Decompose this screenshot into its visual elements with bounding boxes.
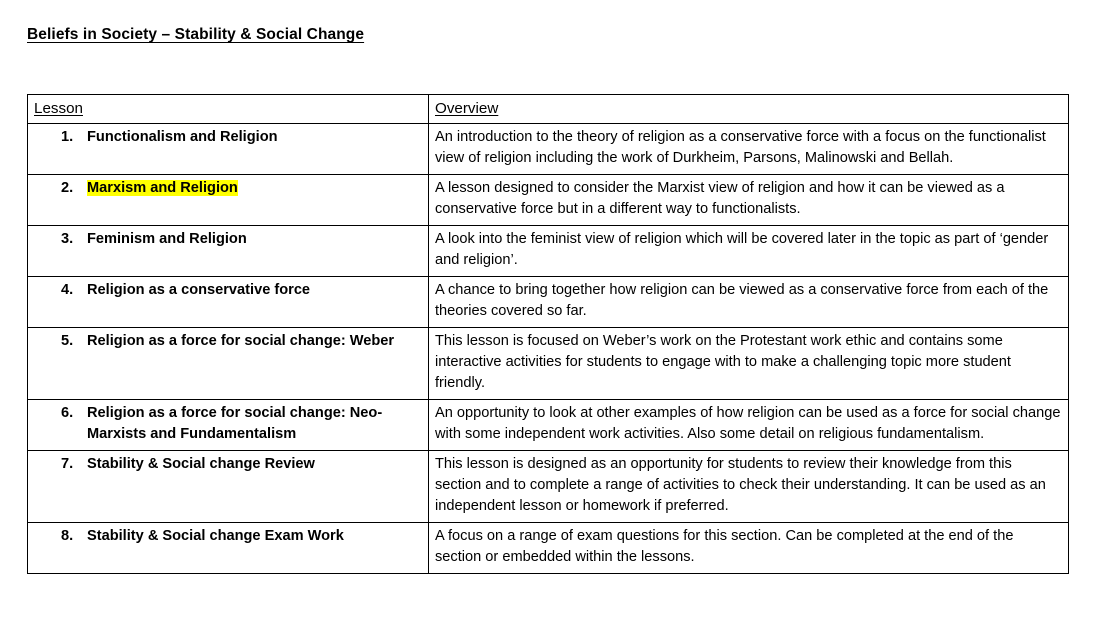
lesson-overview-table [27,94,1069,574]
lesson-cell [28,226,429,277]
overview-cell: A look into the feminist view of religion which will be covered later in the topic as part of ‘gender and religion’. [429,226,1069,277]
column-header-overview-label: Overview [435,100,499,117]
table-row [28,124,1069,175]
column-header-lesson-label: Lesson [34,100,83,117]
table-row [28,523,1069,574]
overview-cell: A chance to bring together how religion can be viewed as a conservative force from each of the theories covered so far. [429,277,1069,328]
lesson-title: Religion as a force for social change: Neo-Marxists and Fundamentalism [87,405,383,442]
overview-cell: A lesson designed to consider the Marxist view of religion and how it can be viewed as a conservative force but in a different way to functionalists. [429,175,1069,226]
lesson-title: Stability & Social change Review [87,456,315,472]
lesson-title: Marxism and Religion [87,180,238,196]
table-row [28,226,1069,277]
lesson-number: 7. [61,456,74,472]
table-row [28,451,1069,523]
lesson-title: Functionalism and Religion [87,129,278,145]
lesson-title: Stability & Social change Exam Work [87,528,344,544]
lesson-title: Feminism and Religion [87,231,247,247]
column-header-overview [429,95,1069,124]
table-header-row [28,95,1069,124]
page-title: Beliefs in Society – Stability & Social Change [27,26,365,43]
lesson-number: 3. [61,231,74,247]
lesson-cell [28,277,429,328]
lesson-cell [28,451,429,523]
lesson-number: 4. [61,282,74,298]
lesson-cell [28,328,429,400]
overview-cell: This lesson is designed as an opportunity for students to review their knowledge from this section and to complete a range of activities to check their understanding. It can be used as an independent lesson or homework if preferred. [429,451,1069,523]
lesson-number: 1. [61,129,74,145]
column-header-lesson [28,95,429,124]
lesson-title: Religion as a force for social change: Weber [87,333,395,349]
lesson-title: Religion as a conservative force [87,282,311,298]
lesson-number: 5. [61,333,74,349]
table-row [28,400,1069,451]
lesson-cell [28,175,429,226]
table-body [28,124,1069,574]
lesson-cell [28,400,429,451]
table-row [28,328,1069,400]
table-row [28,175,1069,226]
lesson-cell [28,523,429,574]
overview-cell: This lesson is focused on Weber’s work on the Protestant work ethic and contains some interactive activities for students to engage with to make a challenging topic more student friendly. [429,328,1069,400]
overview-cell: A focus on a range of exam questions for this section. Can be completed at the end of the section or embedded within the lessons. [429,523,1069,574]
lesson-number: 8. [61,528,74,544]
lesson-number: 2. [61,180,74,196]
overview-cell: An introduction to the theory of religion as a conservative force with a focus on the functionalist view of religion including the work of Durkheim, Parsons, Malinowski and Bellah. [429,124,1069,175]
table-row [28,277,1069,328]
overview-cell: An opportunity to look at other examples of how religion can be used as a force for social change with some independent work activities. Also some detail on religious fundamentalism. [429,400,1069,451]
lesson-number: 6. [61,405,74,421]
lesson-cell [28,124,429,175]
